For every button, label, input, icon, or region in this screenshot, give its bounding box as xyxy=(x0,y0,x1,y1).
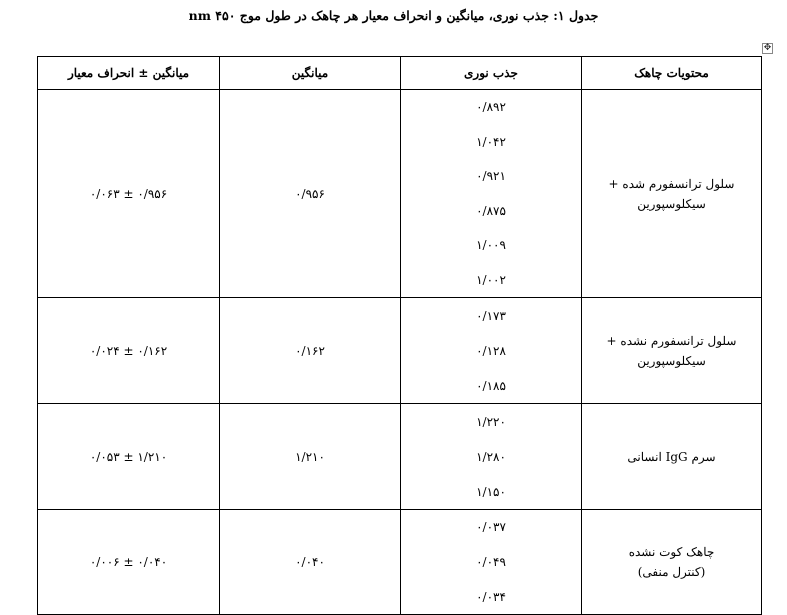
absorbance-value: ۰/۹۲۱ xyxy=(476,169,506,184)
sample-cell xyxy=(582,298,762,404)
absorbance-value: ۰/۰۳۴ xyxy=(476,589,506,604)
absorbance-value: ۰/۸۹۲ xyxy=(476,100,506,115)
sample-label: سلول ترانسفورم شده + xyxy=(608,176,735,191)
move-cross-icon[interactable]: ✥ xyxy=(763,43,772,53)
absorbance-value: ۰/۸۷۵ xyxy=(476,203,506,218)
mean-sd-cell: ۰/۹۵۶ ± ۰/۰۶۳ xyxy=(38,90,220,298)
table-caption: جدول ۱: جذب نوری، میانگین و انحراف معیار هر چاهک در طول موج nm ۴۵۰ xyxy=(188,8,599,23)
table-row xyxy=(38,90,762,298)
sample-cell xyxy=(582,404,762,510)
absorbance-value: ۰/۱۸۵ xyxy=(476,378,506,393)
header-mean: میانگین xyxy=(220,57,401,90)
absorbance-value: ۱/۰۴۲ xyxy=(476,134,506,149)
mean-cell: ۰/۱۶۲ xyxy=(220,298,401,404)
header-contents: محتویات چاهک xyxy=(582,57,762,90)
absorbance-cell xyxy=(401,90,582,298)
table-row xyxy=(38,298,762,404)
mean-cell: ۰/۹۵۶ xyxy=(220,90,401,298)
absorbance-value: ۱/۲۸۰ xyxy=(476,449,506,464)
mean-sd-cell: ۱/۲۱۰ ± ۰/۰۵۳ xyxy=(38,404,220,510)
sample-label: سیکلوسپورین xyxy=(637,196,706,211)
mean-sd-cell: ۰/۰۴۰ ± ۰/۰۰۶ xyxy=(38,510,220,615)
mean-sd-cell: ۰/۱۶۲ ± ۰/۰۲۴ xyxy=(38,298,220,404)
sample-label: (کنترل منفی) xyxy=(637,565,706,579)
sample-label: سرم IgG انسانی xyxy=(627,449,716,464)
absorbance-value: ۰/۰۳۷ xyxy=(476,520,506,535)
sample-cell xyxy=(582,510,762,615)
table-row xyxy=(38,404,762,510)
sample-label: سیکلوسپورین xyxy=(637,353,706,368)
results-table xyxy=(37,56,762,615)
header-absorbance: جذب نوری xyxy=(401,57,582,90)
absorbance-value: ۱/۲۲۰ xyxy=(476,414,506,429)
absorbance-value: ۰/۱۲۸ xyxy=(476,343,506,358)
absorbance-cell xyxy=(401,404,582,510)
table-row xyxy=(38,510,762,615)
absorbance-value: ۱/۰۰۲ xyxy=(476,272,506,287)
absorbance-value: ۰/۱۷۳ xyxy=(476,308,506,323)
mean-cell: ۱/۲۱۰ xyxy=(220,404,401,510)
sample-label: چاهک کوت نشده xyxy=(628,545,715,559)
table-header-row xyxy=(38,57,762,90)
absorbance-cell xyxy=(401,298,582,404)
absorbance-value: ۱/۰۰۹ xyxy=(476,238,506,253)
mean-cell: ۰/۰۴۰ xyxy=(220,510,401,615)
absorbance-value: ۱/۱۵۰ xyxy=(476,484,506,499)
sample-cell xyxy=(582,90,762,298)
absorbance-cell xyxy=(401,510,582,615)
header-mean-sd: میانگین ± انحراف معیار xyxy=(38,57,220,90)
sample-label: سلول ترانسفورم نشده + xyxy=(606,333,737,348)
absorbance-value: ۰/۰۴۹ xyxy=(476,554,506,569)
